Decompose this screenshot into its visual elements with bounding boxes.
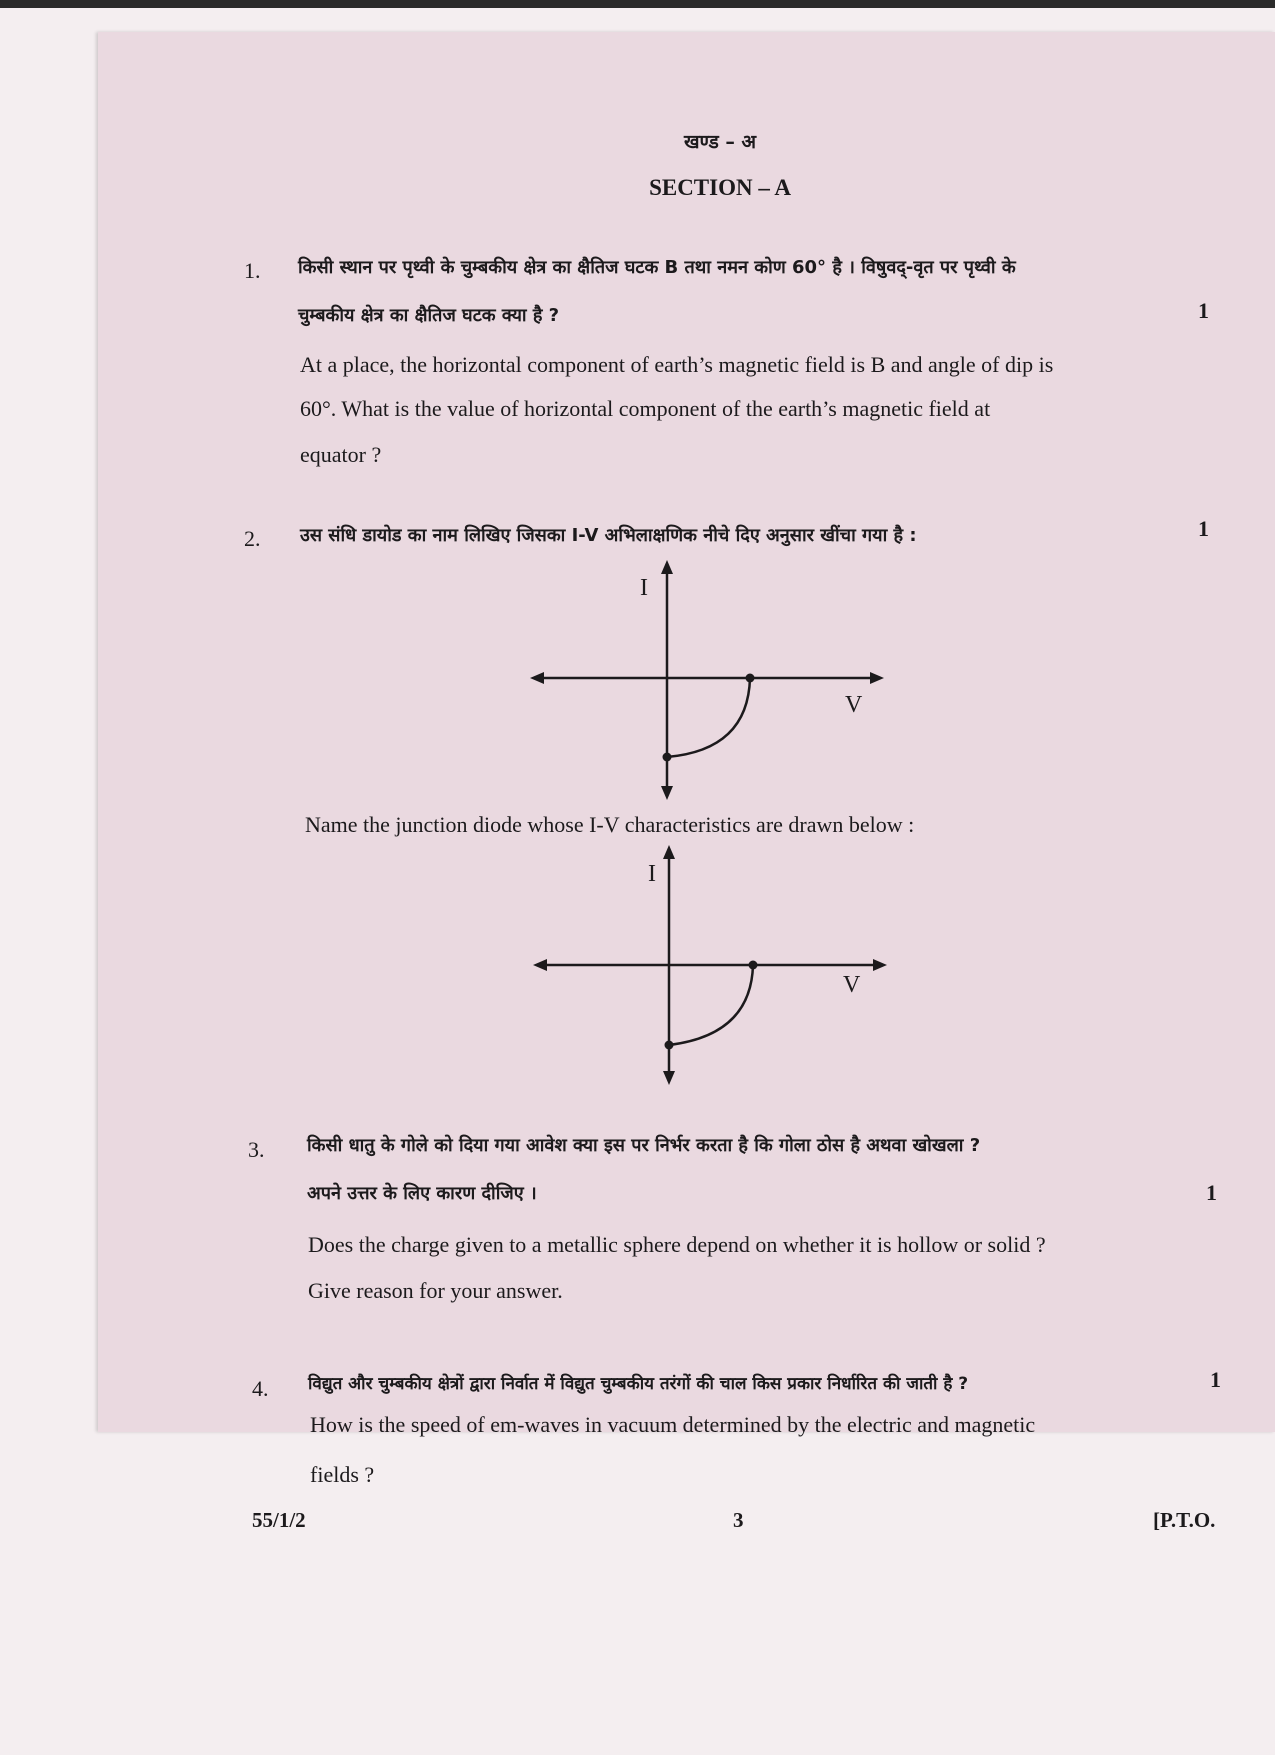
question-4-hindi-line1: विद्युत और चुम्बकीय क्षेत्रों द्वारा निर्वात में विद्युत चुम्बकीय तरंगों की चाल किस प्रकार निर्धारित की जाती है ? [308,1374,969,1394]
paper-code: 55/1/2 [252,1508,306,1532]
iv-characteristic-graph-english [533,845,893,1085]
v-axis-label: V [845,692,863,718]
curve-point-i-axis [665,1041,674,1050]
question-3-number: 3. [248,1137,265,1162]
question-4-marks: 1 [1210,1367,1221,1392]
question-4-number: 4. [252,1376,269,1401]
v-axis-right-arrow [870,672,884,684]
i-axis-up-arrow [661,560,673,574]
i-axis-label: I [648,861,656,887]
question-1-english-line1: At a place, the horizontal component of earth’s magnetic field is B and angle of dip is [300,352,1054,377]
iv-curve [667,678,750,757]
question-2-hindi-line1: उस संधि डायोड का नाम लिखिए जिसका I-V अभिलाक्षणिक नीचे दिए अनुसार खींचा गया है : [300,525,917,546]
curve-point-v-axis [746,674,755,683]
question-4-english-line1: How is the speed of em-waves in vacuum determined by the electric and magnetic [310,1412,1036,1437]
question-3-english-line1: Does the charge given to a metallic sphere depend on whether it is hollow or solid ? [308,1232,1046,1257]
question-1-english-line3: equator ? [300,442,382,467]
question-1-marks: 1 [1198,298,1209,323]
question-1-hindi-line1: किसी स्थान पर पृथ्वी के चुम्बकीय क्षेत्र का क्षैतिज घटक B तथा नमन कोण 60° है । विषुवद्-वृत पर पृथ्वी के [298,257,1016,278]
v-axis-left-arrow [530,672,544,684]
question-2-number: 2. [244,526,261,551]
v-axis-left-arrow [533,959,547,971]
question-1-number: 1. [244,258,261,283]
question-3-english-line2: Give reason for your answer. [308,1278,563,1303]
i-axis-label: I [640,575,648,601]
iv-characteristic-graph-hindi [530,560,890,800]
question-4-english-line2: fields ? [310,1462,375,1487]
i-axis-up-arrow [663,845,675,859]
please-turn-over: [P.T.O. [1153,1508,1216,1532]
question-3-hindi-line1: किसी धातु के गोले को दिया गया आवेश क्या इस पर निर्भर करता है कि गोला ठोस है अथवा खोखला ? [307,1135,981,1156]
v-axis-right-arrow [873,959,887,971]
curve-point-i-axis [663,753,672,762]
question-3-hindi-line2: अपने उत्तर के लिए कारण दीजिए । [307,1183,537,1204]
i-axis-down-arrow [663,1071,675,1085]
question-2-marks: 1 [1198,516,1209,541]
i-axis-down-arrow [661,786,673,800]
curve-point-v-axis [749,961,758,970]
question-1-hindi-line2: चुम्बकीय क्षेत्र का क्षैतिज घटक क्या है ? [298,305,560,326]
question-2-english-line1: Name the junction diode whose I-V characteristics are drawn below : [305,812,915,837]
question-1-english-line2: 60°. What is the value of horizontal component of the earth’s magnetic field at [300,396,991,421]
section-heading-hindi: खण्ड – अ [684,131,756,153]
section-heading-english: SECTION – A [649,175,791,200]
question-3-marks: 1 [1206,1180,1217,1205]
top-border [0,0,1275,8]
page-number: 3 [733,1508,744,1532]
iv-curve [669,965,753,1045]
v-axis-label: V [843,972,861,998]
